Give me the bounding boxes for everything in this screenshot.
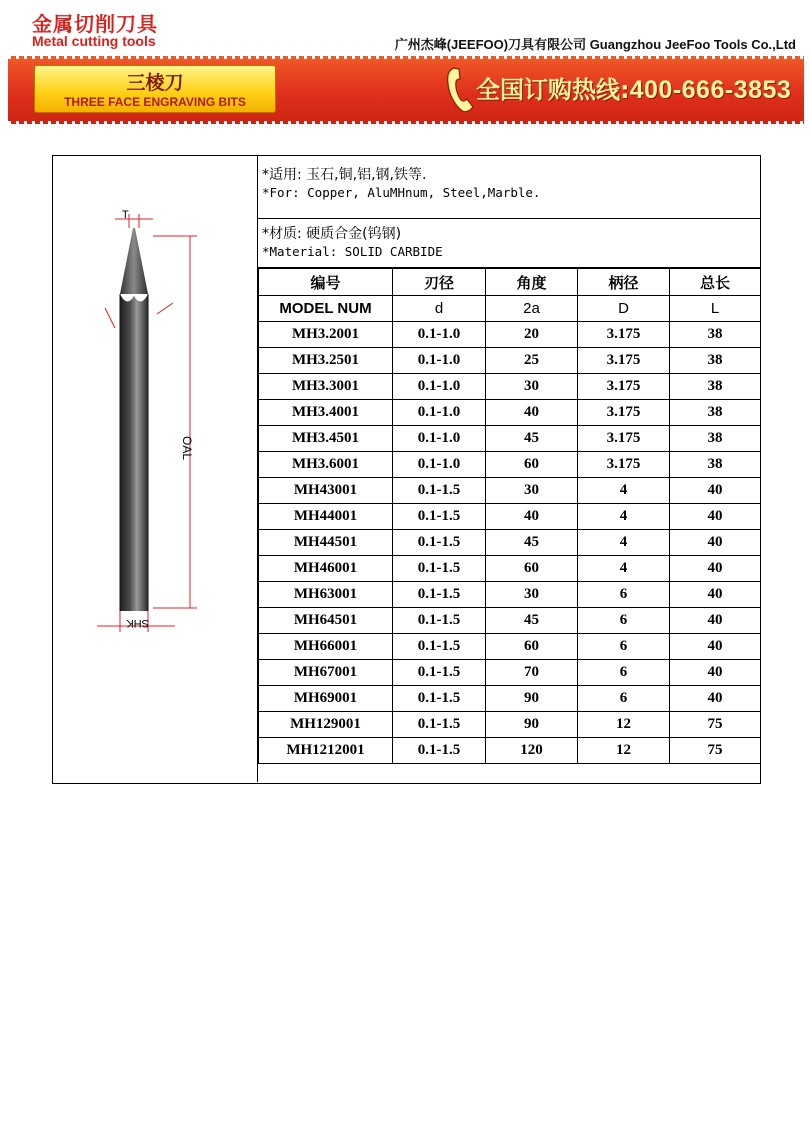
table-cell: MH46001 <box>259 556 393 582</box>
table-cell: 40 <box>670 530 761 556</box>
table-cell: 40 <box>670 478 761 504</box>
table-cell: 30 <box>486 374 578 400</box>
table-cell: 0.1-1.0 <box>393 452 486 478</box>
table-cell: MH63001 <box>259 582 393 608</box>
table-row <box>259 660 761 686</box>
table-row <box>259 348 761 374</box>
table-row <box>259 374 761 400</box>
table-cell: MH44001 <box>259 504 393 530</box>
table-row <box>259 582 761 608</box>
table-cell: 90 <box>486 712 578 738</box>
table-header-en <box>259 296 761 322</box>
table-cell: MH129001 <box>259 712 393 738</box>
table-cell: MH3.2001 <box>259 322 393 348</box>
table-cell: 20 <box>486 322 578 348</box>
table-cell: MH43001 <box>259 478 393 504</box>
usage-info <box>258 156 760 219</box>
table-cell: 75 <box>670 738 761 764</box>
table-row <box>259 504 761 530</box>
hotline-label: 全国订购热线: <box>476 76 630 104</box>
table-cell: 0.1-1.0 <box>393 426 486 452</box>
product-title-en: THREE FACE ENGRAVING BITS <box>64 95 246 109</box>
table-cell: 0.1-1.5 <box>393 608 486 634</box>
table-cell: 0.1-1.5 <box>393 712 486 738</box>
header-cell: 编号 <box>259 269 393 296</box>
table-cell: 40 <box>670 634 761 660</box>
table-cell: MH3.4501 <box>259 426 393 452</box>
tool-drawing <box>53 156 258 782</box>
table-cell: 30 <box>486 582 578 608</box>
table-cell: MH3.4001 <box>259 400 393 426</box>
order-hotline <box>476 70 791 105</box>
table-cell: 3.175 <box>578 322 670 348</box>
table-cell: 40 <box>670 556 761 582</box>
table-cell: MH3.3001 <box>259 374 393 400</box>
table-cell: 38 <box>670 400 761 426</box>
table-cell: 0.1-1.5 <box>393 478 486 504</box>
table-cell: 40 <box>670 504 761 530</box>
table-row <box>259 608 761 634</box>
table-cell: 0.1-1.5 <box>393 634 486 660</box>
table-cell: MH67001 <box>259 660 393 686</box>
table-cell: 60 <box>486 452 578 478</box>
table-cell: 40 <box>670 582 761 608</box>
usage-en: *For: Copper, AluMHnum, Steel,Marble. <box>262 185 541 200</box>
phone-icon <box>446 66 476 114</box>
table-cell: 3.175 <box>578 400 670 426</box>
table-cell: 6 <box>578 686 670 712</box>
table-cell: 0.1-1.5 <box>393 504 486 530</box>
table-row <box>259 400 761 426</box>
table-cell: MH3.6001 <box>259 452 393 478</box>
table-row <box>259 426 761 452</box>
table-cell: 38 <box>670 374 761 400</box>
table-cell: MH44501 <box>259 530 393 556</box>
table-cell: 40 <box>670 660 761 686</box>
product-title-box <box>34 65 276 113</box>
company-name: 广州杰峰(JEEFOO)刀具有限公司 Guangzhou JeeFoo Tools Co.,Ltd <box>394 37 796 52</box>
header-cell: 总长 <box>670 269 761 296</box>
table-row <box>259 530 761 556</box>
table-row <box>259 738 761 764</box>
header-cell: L <box>670 296 761 322</box>
table-cell: 75 <box>670 712 761 738</box>
table-cell: 38 <box>670 348 761 374</box>
table-cell: 0.1-1.5 <box>393 660 486 686</box>
table-cell: 4 <box>578 556 670 582</box>
table-cell: 120 <box>486 738 578 764</box>
table-row <box>259 712 761 738</box>
shank-dimension-label: SHK <box>126 617 149 629</box>
brand-name-en: Metal cutting tools <box>32 33 156 49</box>
table-cell: 3.175 <box>578 452 670 478</box>
table-cell: 40 <box>486 400 578 426</box>
table-cell: 0.1-1.5 <box>393 530 486 556</box>
header-cell: 刃径 <box>393 269 486 296</box>
table-cell: 40 <box>486 504 578 530</box>
header-cell: 角度 <box>486 269 578 296</box>
table-cell: 4 <box>578 530 670 556</box>
table-cell: 6 <box>578 634 670 660</box>
table-cell: 6 <box>578 582 670 608</box>
table-cell: 12 <box>578 712 670 738</box>
table-cell: 40 <box>670 686 761 712</box>
header-cell: MODEL NUM <box>259 296 393 322</box>
table-cell: 45 <box>486 426 578 452</box>
table-cell: 0.1-1.5 <box>393 686 486 712</box>
table-cell: 0.1-1.0 <box>393 400 486 426</box>
table-cell: 6 <box>578 608 670 634</box>
table-cell: 4 <box>578 504 670 530</box>
brand-name-cn: 金属切削刀具 <box>32 12 158 36</box>
table-cell: 3.175 <box>578 374 670 400</box>
table-cell: 3.175 <box>578 348 670 374</box>
tip-dimension-label: T <box>122 209 129 221</box>
table-cell: 45 <box>486 530 578 556</box>
table-cell: 3.175 <box>578 426 670 452</box>
header-cell: D <box>578 296 670 322</box>
table-cell: 60 <box>486 556 578 582</box>
table-cell: 38 <box>670 426 761 452</box>
spec-frame <box>52 155 761 784</box>
header-cell: d <box>393 296 486 322</box>
table-cell: 12 <box>578 738 670 764</box>
material-en: *Material: SOLID CARBIDE <box>262 244 443 259</box>
table-cell: 40 <box>670 608 761 634</box>
header-banner <box>8 56 804 124</box>
table-cell: 0.1-1.0 <box>393 348 486 374</box>
table-row <box>259 452 761 478</box>
table-cell: 45 <box>486 608 578 634</box>
table-row <box>259 478 761 504</box>
table-cell: 60 <box>486 634 578 660</box>
engraving-bit-diagram <box>53 156 257 782</box>
table-row <box>259 686 761 712</box>
table-row <box>259 556 761 582</box>
table-cell: 25 <box>486 348 578 374</box>
table-cell: MH1212001 <box>259 738 393 764</box>
table-cell: 6 <box>578 660 670 686</box>
material-cn: *材质: 硬质合金(钨钢) <box>262 226 402 242</box>
table-cell: 0.1-1.5 <box>393 738 486 764</box>
table-cell: MH64501 <box>259 608 393 634</box>
table-cell: 4 <box>578 478 670 504</box>
table-cell: MH66001 <box>259 634 393 660</box>
usage-cn: *适用: 玉石,铜,铝,钢,铁等. <box>262 167 427 183</box>
header-cell: 2a <box>486 296 578 322</box>
table-cell: 90 <box>486 686 578 712</box>
table-cell: 38 <box>670 322 761 348</box>
table-cell: 70 <box>486 660 578 686</box>
material-info <box>258 219 760 268</box>
table-cell: 38 <box>670 452 761 478</box>
table-row <box>259 634 761 660</box>
table-cell: 30 <box>486 478 578 504</box>
table-cell: 0.1-1.0 <box>393 322 486 348</box>
header-cell: 柄径 <box>578 269 670 296</box>
table-row <box>259 322 761 348</box>
hotline-number: 400-666-3853 <box>629 76 792 104</box>
table-cell: 0.1-1.5 <box>393 556 486 582</box>
product-title-cn: 三棱刀 <box>126 72 184 94</box>
table-cell: MH69001 <box>259 686 393 712</box>
length-dimension-label: OAL <box>180 436 194 461</box>
table-cell: 0.1-1.0 <box>393 374 486 400</box>
table-cell: MH3.2501 <box>259 348 393 374</box>
table-cell: 0.1-1.5 <box>393 582 486 608</box>
spec-table <box>258 268 761 764</box>
table-header-cn <box>259 269 761 296</box>
